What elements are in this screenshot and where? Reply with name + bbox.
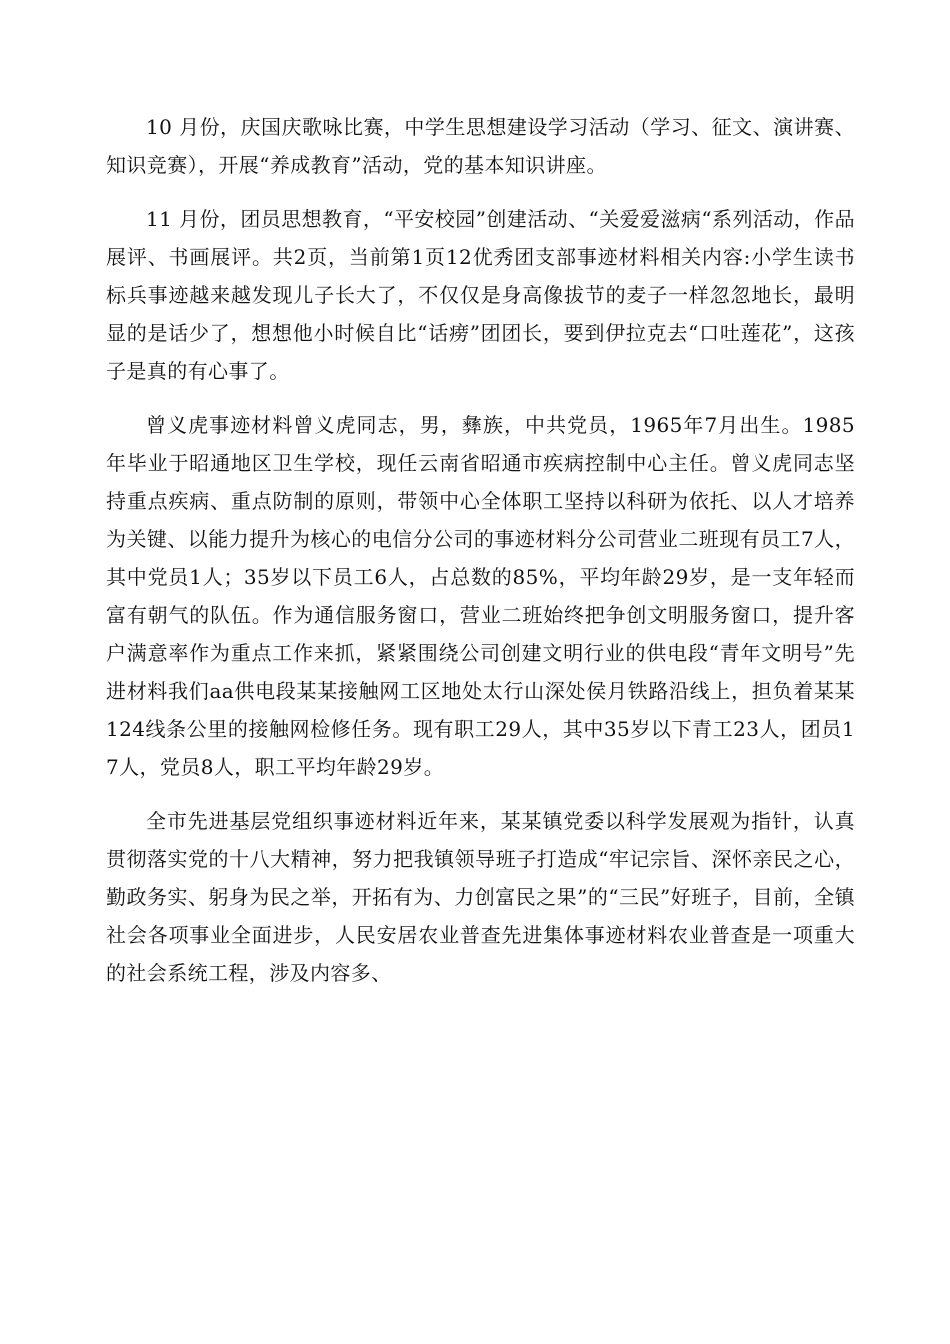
paragraph-party-organization-deeds: 全市先进基层党组织事迹材料近年来，某某镇党委以科学发展观为指针，认真贯彻落实党的十八大精神，努力把我镇领导班子打造成“牢记宗旨、深怀亲民之心，勤政务实、躬身为民之举，开拓有为、力创富民之果”的“三民”好班子，目前，全镇社会各项事业全面进步，人民安居农业普查先进集体事迹材料农业普查是一项重大的社会系统工程，涉及内容多、 (106, 809, 855, 985)
paragraph-october-activities: 10 月份，庆国庆歌咏比赛，中学生思想建设学习活动（学习、征文、演讲赛、知识竞赛），开展“养成教育”活动，党的基本知识讲座。 (106, 115, 855, 177)
paragraph-zeng-yihu-deeds: 曾义虎事迹材料曾义虎同志，男，彝族，中共党员，1965年7月出生。1985年毕业于昭通地区卫生学校，现任云南省昭通市疾病控制中心主任。曾义虎同志坚持重点疾病、重点防制的原则，带领中心全体职工坚持以科研为依托、以人才培养为关键、以能力提升为核心的电信分公司的事迹材料分公司营业二班现有员工7人，其中党员1人；35岁以下员工6人，占总数的85%，平均年龄29岁，是一支年轻而富有朝气的队伍。作为通信服务窗口，营业二班始终把争创文明服务窗口，提升客户满意率作为重点工作来抓，紧紧围绕公司创建文明行业的供电段“青年文明号”先进材料我们aa供电段某某接触网工区地处太行山深处侯月铁路沿线上，担负着某某124线条公里的接触网检修任务。现有职工29人，其中35岁以下青工23人，团员17人，党员8人，职工平均年龄29岁。 (106, 413, 855, 779)
paragraph-november-activities: 11 月份，团员思想教育，“平安校园”创建活动、“关爱爱滋病“系列活动，作品展评、书画展评。共2页，当前第1页12优秀团支部事迹材料相关内容:小学生读书标兵事迹越来越发现儿子长大了，不仅仅是身高像拔节的麦子一样忽忽地长，最明显的是话少了，想想他小时候自比“话痨”团团长，要到伊拉克去“口吐莲花”，这孩子是真的有心事了。 (106, 207, 855, 383)
